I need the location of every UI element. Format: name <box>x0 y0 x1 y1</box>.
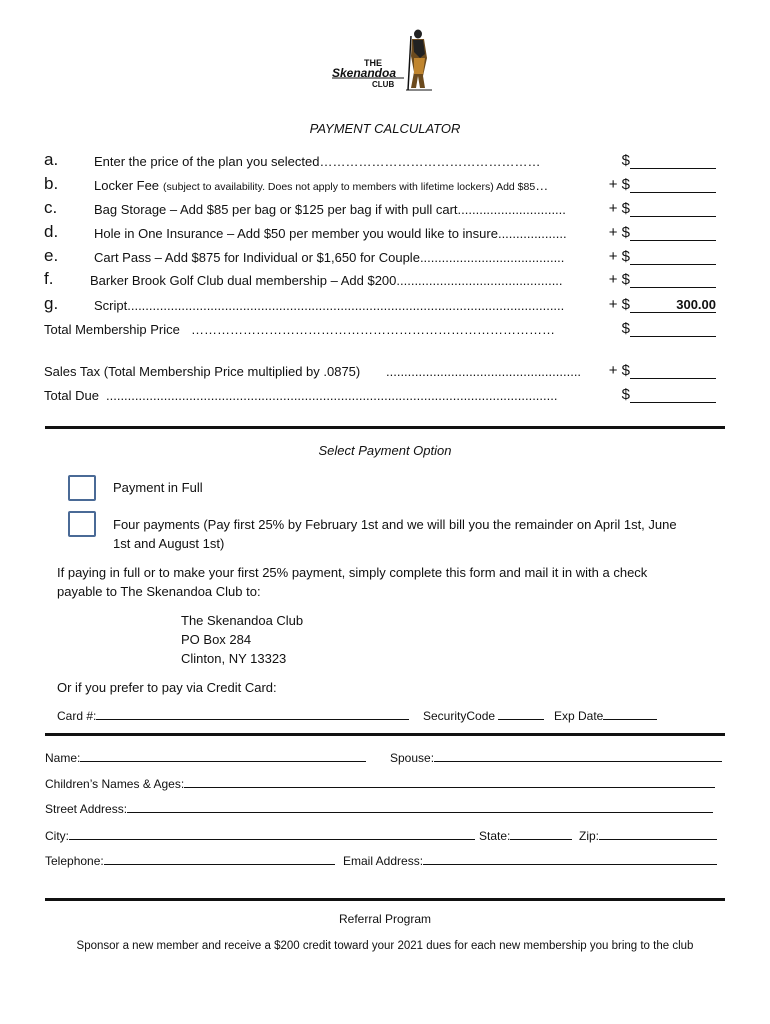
zip-input[interactable] <box>599 827 717 840</box>
calc-line-leader: ......................................................................................................................... <box>127 298 565 313</box>
street-field[interactable] <box>45 800 713 816</box>
divider-3 <box>45 898 725 901</box>
address-line-3: Clinton, NY 13323 <box>181 651 287 666</box>
calc-line-label: Bag Storage – Add $85 per bag or $125 per bag if with pull cart <box>94 202 458 217</box>
calc-line-leader: …………………………………………… <box>319 154 541 169</box>
total-due-amount[interactable] <box>622 386 716 403</box>
street-label: Street Address: <box>45 802 128 816</box>
calc-line-input[interactable]: 300.00 <box>630 297 716 313</box>
telephone-label: Telephone: <box>45 854 104 868</box>
payment-in-full-label: Payment in Full <box>113 480 203 495</box>
calc-line-leader: … <box>535 178 549 193</box>
exp-date-input[interactable] <box>603 707 657 720</box>
state-field[interactable] <box>479 827 572 843</box>
calc-line-letter: a. <box>44 150 59 169</box>
calc-line-input[interactable] <box>630 249 716 265</box>
calc-line-amount[interactable] <box>609 248 716 265</box>
calc-line-sign: + $ <box>608 200 630 217</box>
referral-title: Referral Program <box>338 912 432 926</box>
email-field[interactable] <box>343 852 717 868</box>
total-membership-row <box>44 321 716 341</box>
exp-date-field[interactable] <box>554 707 657 723</box>
calc-line-d <box>44 222 716 245</box>
calc-line-amount[interactable] <box>609 200 716 217</box>
calc-line-leader: ........................................ <box>419 250 565 265</box>
total-membership-sign: $ <box>621 320 630 337</box>
calc-line-c <box>44 198 716 221</box>
calc-line-text <box>94 178 548 193</box>
calc-line-sign: + $ <box>608 176 630 193</box>
calc-line-text <box>94 202 566 217</box>
calc-line-sign: + $ <box>608 248 630 265</box>
total-membership-label: Total Membership Price <box>44 322 180 337</box>
email-label: Email Address: <box>343 854 424 868</box>
total-due-leader: ............................................................................................................................. <box>106 388 558 403</box>
exp-date-label: Exp Date <box>554 709 604 723</box>
mail-instructions-1: If paying in full or to make your first 25% payment, simply complete this form and mail it in with a check <box>57 565 648 580</box>
telephone-field[interactable] <box>45 852 335 868</box>
calc-line-amount[interactable] <box>609 271 716 288</box>
zip-field[interactable] <box>579 827 717 843</box>
security-code-label: SecurityCode <box>423 709 496 723</box>
children-field[interactable] <box>45 775 715 791</box>
calc-line-amount[interactable] <box>622 152 716 169</box>
logo-the: THE <box>364 58 382 68</box>
card-number-field[interactable] <box>57 707 409 723</box>
children-input[interactable] <box>184 775 715 788</box>
calc-line-label: Enter the price of the plan you selected <box>94 154 320 169</box>
calc-line-label: Hole in One Insurance – Add $50 per member you would like to insure <box>94 226 498 241</box>
sales-tax-leader: ...................................................... <box>386 364 582 379</box>
city-field[interactable] <box>45 827 475 843</box>
calc-line-label: Cart Pass – Add $875 for Individual or $1,650 for Couple <box>94 250 420 265</box>
sales-tax-amount[interactable] <box>609 362 716 379</box>
page-title: PAYMENT CALCULATOR <box>309 121 461 136</box>
sales-tax-row <box>44 363 716 383</box>
calc-line-b <box>44 174 716 197</box>
address-line-2: PO Box 284 <box>181 632 252 647</box>
calc-line-text <box>94 154 540 169</box>
divider-2 <box>45 733 725 736</box>
calc-line-leader: ................... <box>497 226 567 241</box>
card-number-input[interactable] <box>96 707 409 720</box>
four-payments-label-2: 1st and August 1st) <box>113 536 225 551</box>
credit-card-prompt: Or if you prefer to pay via Credit Card: <box>57 680 277 695</box>
total-due-input[interactable] <box>630 387 716 403</box>
calc-line-amount[interactable] <box>609 296 716 313</box>
telephone-input[interactable] <box>104 852 335 865</box>
calc-line-sign: + $ <box>608 271 630 288</box>
calc-line-letter: g. <box>44 294 59 313</box>
calc-line-letter: b. <box>44 174 59 193</box>
total-membership-amount[interactable] <box>622 320 716 337</box>
calc-line-sign: $ <box>621 152 630 169</box>
calc-line-letter: d. <box>44 222 59 241</box>
calc-line-text <box>94 250 564 265</box>
spouse-field[interactable] <box>390 749 722 765</box>
spouse-label: Spouse: <box>390 751 435 765</box>
spouse-input[interactable] <box>434 749 722 762</box>
divider-1 <box>45 426 725 429</box>
calc-line-g <box>44 294 716 317</box>
total-membership-leader: ………………………………………………………………………… <box>191 322 555 337</box>
calc-line-text <box>94 298 564 313</box>
calc-line-text <box>94 226 567 241</box>
zip-label: Zip: <box>579 829 600 843</box>
total-due-row <box>44 387 716 407</box>
address-line-1: The Skenandoa Club <box>181 613 304 628</box>
calc-line-text <box>90 273 563 288</box>
calc-line-label: Script <box>94 298 128 313</box>
calc-line-leader: .............................................. <box>396 273 563 288</box>
total-membership-input[interactable] <box>630 321 716 337</box>
calc-line-input[interactable] <box>630 177 716 193</box>
payment-in-full-checkbox[interactable] <box>68 475 96 501</box>
logo-club: CLUB <box>372 80 395 89</box>
calc-line-amount[interactable] <box>609 176 716 193</box>
calc-line-sign: + $ <box>608 224 630 241</box>
calc-line-input[interactable] <box>630 272 716 288</box>
card-number-label: Card #: <box>57 709 97 723</box>
calc-line-label: Locker Fee <box>94 178 160 193</box>
calc-line-e <box>44 246 716 269</box>
club-logo <box>328 28 440 94</box>
four-payments-checkbox[interactable] <box>68 511 96 537</box>
calc-line-letter: c. <box>44 198 58 217</box>
calc-line-a <box>44 150 716 173</box>
email-input[interactable] <box>423 852 717 865</box>
calc-line-input[interactable] <box>630 153 716 169</box>
four-payments-label-1: Four payments (Pay first 25% by February 1st and we will bill you the remainder on April 1st, June <box>113 517 677 532</box>
name-input[interactable] <box>80 749 366 762</box>
total-due-sign: $ <box>621 386 630 403</box>
sales-tax-sign: + $ <box>608 362 630 379</box>
sales-tax-label: Sales Tax (Total Membership Price multiplied by .0875) <box>44 364 361 379</box>
calc-line-leader: .............................. <box>457 202 566 217</box>
payment-option-title: Select Payment Option <box>318 443 452 458</box>
mail-instructions-2: payable to The Skenandoa Club to: <box>57 584 261 599</box>
sales-tax-input[interactable] <box>630 363 716 379</box>
name-field[interactable] <box>45 749 366 765</box>
city-input[interactable] <box>69 827 475 840</box>
security-code-input[interactable] <box>498 707 544 720</box>
name-label: Name: <box>45 751 81 765</box>
logo-skenandoa: Skenandoa <box>332 66 397 80</box>
calc-line-input[interactable] <box>630 201 716 217</box>
referral-text: Sponsor a new member and receive a $200 credit toward your 2021 dues for each new membership you bring to the club <box>76 940 694 952</box>
calc-line-letter: e. <box>44 246 59 265</box>
security-code-field[interactable] <box>423 707 544 723</box>
total-due-label: Total Due <box>44 388 99 403</box>
calc-line-letter: f. <box>44 269 54 288</box>
calc-line-amount[interactable] <box>609 224 716 241</box>
city-label: City: <box>45 829 69 843</box>
state-input[interactable] <box>510 827 572 840</box>
calc-line-f <box>44 269 716 292</box>
calc-line-label: Barker Brook Golf Club dual membership – Add $200 <box>90 273 397 288</box>
calc-line-note: (subject to availability. Does not apply to members with lifetime lockers) Add $85 <box>163 181 536 193</box>
calc-line-input[interactable] <box>630 225 716 241</box>
calc-line-sign: + $ <box>608 296 630 313</box>
children-label: Children’s Names & Ages: <box>45 777 185 791</box>
street-input[interactable] <box>127 800 713 813</box>
state-label: State: <box>479 829 511 843</box>
